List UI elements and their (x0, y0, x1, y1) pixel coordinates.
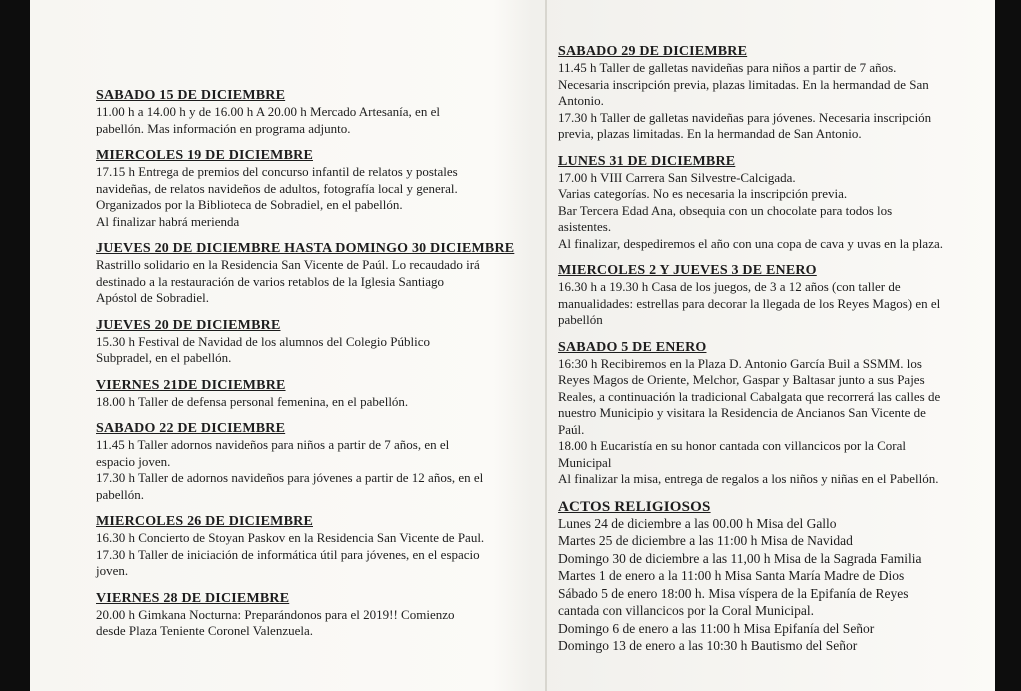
section-line: previa, plazas limitadas. En la hermandad de San Antonio. (558, 126, 862, 141)
section-heading: SABADO 29 DE DICIEMBRE (558, 44, 748, 59)
section-line: Martes 1 de enero a la 11:00 h Misa Santa María Madre de Dios (558, 568, 905, 583)
section-line: Al finalizar, despediremos el año con una copa de cava y uvas en la plaza. (558, 235, 943, 251)
section-line: 17.00 h VIII Carrera San Silvestre-Calcigada. (558, 169, 796, 185)
section-line: Apóstol de Sobradiel. (96, 290, 210, 305)
section-line: 17.30 h Taller de iniciación de informática útil para jóvenes, en el espacio (96, 546, 480, 562)
section-line: cantada con villancicos por la Coral Municipal. (558, 603, 815, 618)
section-heading: JUEVES 20 DE DICIEMBRE (96, 317, 281, 333)
section-line: 17.30 h Taller de adornos navideños para jóvenes a partir de 12 años, en el (96, 470, 484, 485)
program-sheet (30, 0, 995, 691)
section-line: 16:30 h Recibiremos en la Plaza D. Antonio García Buil a SSMM. los (558, 355, 922, 371)
section-line: Municipal (558, 454, 612, 470)
section-line: joven. (96, 563, 129, 578)
section-heading: LUNES 31 DE DICIEMBRE (558, 153, 736, 169)
section-line: Necesaria inscripción previa, plazas limitadas. En la hermandad de San (558, 76, 929, 92)
section-heading: VIERNES 21DE DICIEMBRE (96, 377, 286, 393)
section-line: 17.15 h Entrega de premios del concurso infantil de relatos y postales (96, 164, 458, 179)
section-jueves-20 (96, 318, 536, 367)
section-line: Bar Tercera Edad Ana, obsequia con un chocolate para todos los (558, 202, 893, 218)
page-fold (545, 0, 547, 691)
section-line: Domingo 6 de enero a las 11:00 h Misa Epifanía del Señor (558, 620, 875, 636)
section-line: 16.30 h Concierto de Stoyan Paskov en la Residencia San Vicente de Paul. (96, 530, 485, 545)
section-line: Al finalizar la misa, entrega de regalos a los niños y niñas en el Pabellón. (558, 471, 939, 486)
section-line: destinado a la restauración de varios retablos de la Iglesia Santiago (96, 273, 444, 289)
section-line: 11.45 h Taller de galletas navideñas para niños a partir de 7 años. (558, 60, 897, 75)
section-line: asistentes. (558, 219, 612, 234)
section-miercoles-19 (96, 148, 536, 230)
section-line: nuestro Municipio y visitara la Residencia de Ancianos San Vicente de (558, 405, 926, 420)
section-line: Reales, a continuación la tradicional Cabalgata que recorrerá las calles de (558, 388, 941, 404)
section-line: Martes 25 de diciembre a las 11:00 h Misa de Navidad (558, 533, 853, 548)
section-line: pabellón (558, 312, 603, 327)
section-sabado-22 (96, 421, 536, 503)
section-line: Lunes 24 de diciembre a las 00.00 h Misa del Gallo (558, 515, 837, 531)
left-column (96, 88, 536, 651)
section-line: Antonio. (558, 93, 604, 108)
section-viernes-28 (96, 591, 536, 640)
section-sabado-29 (558, 44, 998, 143)
right-column (558, 44, 998, 666)
section-line: Paúl. (558, 421, 585, 437)
section-heading: SABADO 22 DE DICIEMBRE (96, 421, 286, 436)
section-line: Rastrillo solidario en la Residencia San Vicente de Paúl. Lo recaudado irá (96, 257, 480, 272)
section-line: Domingo 13 de enero a las 10:30 h Bautismo del Señor (558, 638, 858, 653)
section-line: Subpradel, en el pabellón. (96, 350, 232, 365)
section-heading: SABADO 15 DE DICIEMBRE (96, 88, 286, 103)
section-sabado-5 (558, 340, 998, 488)
section-line: manualidades: estrellas para decorar la llegada de los Reyes Magos) en el (558, 295, 941, 311)
section-line: Reyes Magos de Oriente, Melchor, Gaspar y Baltasar junto a sus Pajes (558, 372, 925, 387)
section-line: pabellón. Mas información en programa adjunto. (96, 120, 351, 136)
section-line: 11.45 h Taller adornos navideños para niños a partir de 7 años, en el (96, 437, 450, 452)
section-viernes-21 (96, 378, 536, 411)
section-line: desde Plaza Teniente Coronel Valenzuela. (96, 623, 314, 638)
section-heading: ACTOS RELIGIOSOS (558, 498, 711, 515)
section-line: pabellón. (96, 486, 145, 502)
section-line: navideñas, de relatos navideños de adultos, fotografía local y general. (96, 180, 458, 196)
section-miercoles-26 (96, 514, 536, 580)
section-line: 20.00 h Gimkana Nocturna: Preparándonos para el 2019!! Comienzo (96, 606, 455, 622)
section-heading: MIERCOLES 2 Y JUEVES 3 DE ENERO (558, 263, 817, 278)
section-line: 15.30 h Festival de Navidad de los alumnos del Colegio Público (96, 333, 430, 349)
section-line: Domingo 30 de diciembre a las 11,00 h Misa de la Sagrada Familia (558, 550, 922, 566)
section-line: Sábado 5 de enero 18:00 h. Misa víspera de la Epifanía de Reyes (558, 585, 909, 601)
section-line: Organizados por la Biblioteca de Sobradiel, en el pabellón. (96, 197, 403, 212)
section-line: Al finalizar habrá merienda (96, 213, 240, 229)
section-line: 18.00 h Eucaristía en su honor cantada con villancicos por la Coral (558, 438, 907, 453)
section-line: 11.00 h a 14.00 h y de 16.00 h A 20.00 h Mercado Artesanía, en el (96, 104, 440, 119)
section-heading: SABADO 5 DE ENERO (558, 339, 707, 355)
section-line: 16.30 h a 19.30 h Casa de los juegos, de 3 a 12 años (con taller de (558, 279, 901, 294)
section-lunes-31 (558, 154, 998, 253)
section-line: 17.30 h Taller de galletas navideñas para jóvenes. Necesaria inscripción (558, 109, 932, 125)
section-line: espacio joven. (96, 453, 171, 469)
section-heading: JUEVES 20 DE DICIEMBRE HASTA DOMINGO 30 DICIEMBRE (96, 241, 515, 256)
section-miercoles-2-jueves-3 (558, 263, 998, 329)
section-heading: MIERCOLES 26 DE DICIEMBRE (96, 514, 313, 529)
section-actos-religiosos (558, 499, 998, 655)
section-jueves-20-rastrillo (96, 241, 536, 307)
section-heading: VIERNES 28 DE DICIEMBRE (96, 590, 290, 606)
section-heading: MIERCOLES 19 DE DICIEMBRE (96, 148, 313, 163)
section-sabado-15 (96, 88, 536, 137)
section-line: 18.00 h Taller de defensa personal femenina, en el pabellón. (96, 393, 409, 409)
section-line: Varias categorías. No es necesaria la inscripción previa. (558, 186, 848, 201)
